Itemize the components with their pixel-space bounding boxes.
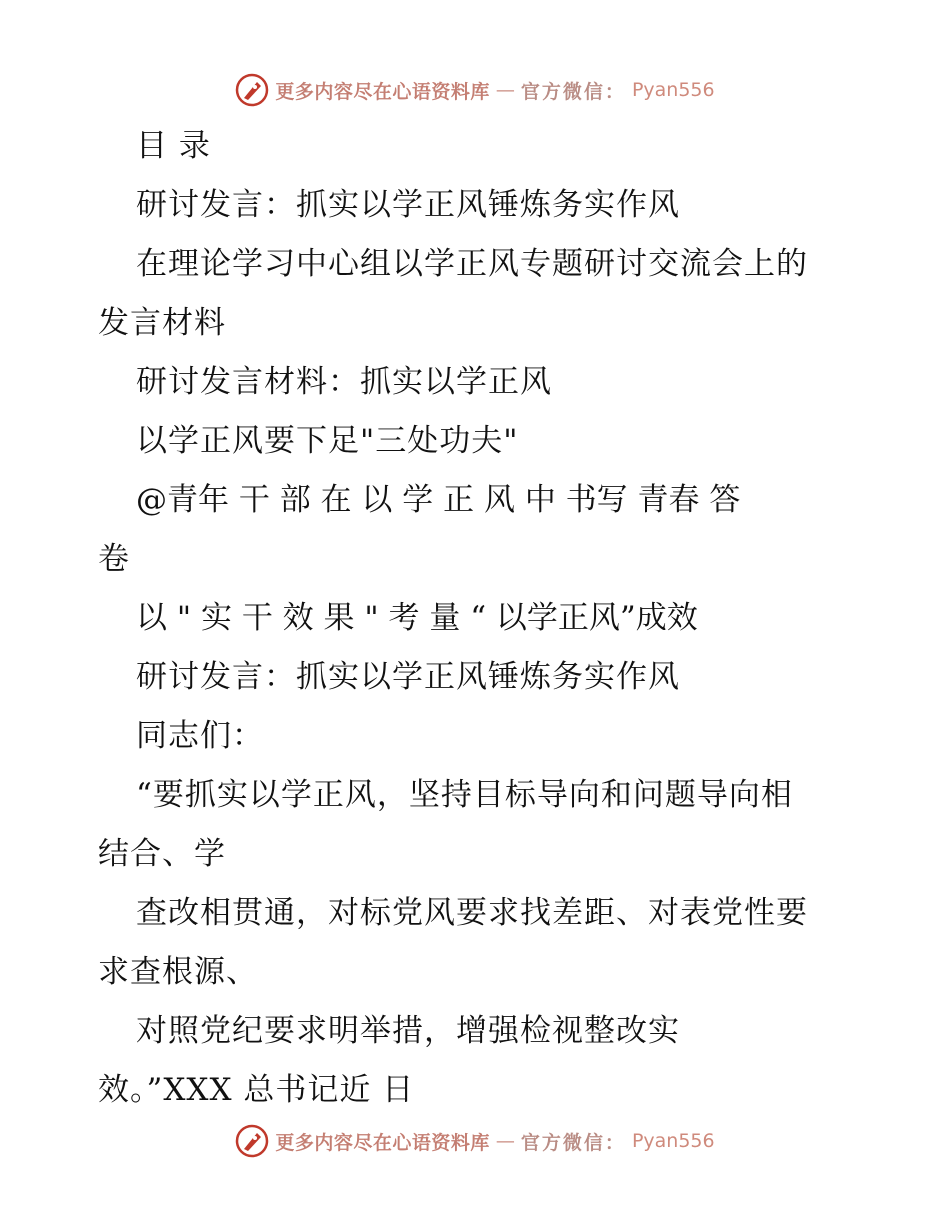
- body-title: 研讨发言：抓实以学正风锤炼务实作风: [136, 659, 680, 695]
- paragraph-line: “要抓实以学正风，坚持目标导向和问题导向相: [136, 777, 793, 813]
- toc-item: @青年 干 部 在 以 学 正 风 中 书写 青春 答: [136, 482, 741, 518]
- toc-item-continuation: 发言材料: [98, 305, 226, 341]
- paragraph-line: 对照党纪要求明举措，增强检视整改实: [136, 1013, 680, 1049]
- pen-nib-logo-icon: [235, 1124, 269, 1158]
- toc-item: 研讨发言材料：抓实以学正风: [136, 364, 552, 400]
- toc-item: 在理论学习中心组以学正风专题研讨交流会上的: [136, 246, 808, 282]
- toc-item-continuation: 卷: [98, 541, 130, 577]
- toc-item: 研讨发言：抓实以学正风锤炼务实作风: [136, 187, 680, 223]
- watermark-separator: —: [495, 79, 515, 101]
- footer-watermark: [0, 1124, 950, 1158]
- watermark-wechat-id: Pyan556: [631, 79, 715, 101]
- watermark-brand: 更多内容尽在心语资料库: [275, 80, 490, 103]
- watermark-separator: —: [495, 1130, 515, 1152]
- toc-item: 以学正风要下足"三处功夫": [136, 423, 519, 459]
- watermark-label: 官方微信：: [520, 80, 626, 103]
- paragraph-line: 效。”XXX 总书记近 日: [98, 1072, 415, 1108]
- toc-item: 以 " 实 干 效 果 " 考 量 “ 以学正风”成效: [136, 600, 698, 636]
- salutation: 同志们：: [136, 718, 264, 754]
- paragraph-line: 求查根源、: [98, 954, 258, 990]
- watermark-label: 官方微信：: [520, 1131, 626, 1154]
- toc-heading: 目 录: [136, 128, 211, 164]
- paragraph-line: 查改相贯通，对标党风要求找差距、对表党性要: [136, 895, 808, 931]
- watermark-wechat-id: Pyan556: [631, 1130, 715, 1152]
- watermark-brand: 更多内容尽在心语资料库: [275, 1131, 490, 1154]
- paragraph-line: 结合、学: [98, 836, 226, 872]
